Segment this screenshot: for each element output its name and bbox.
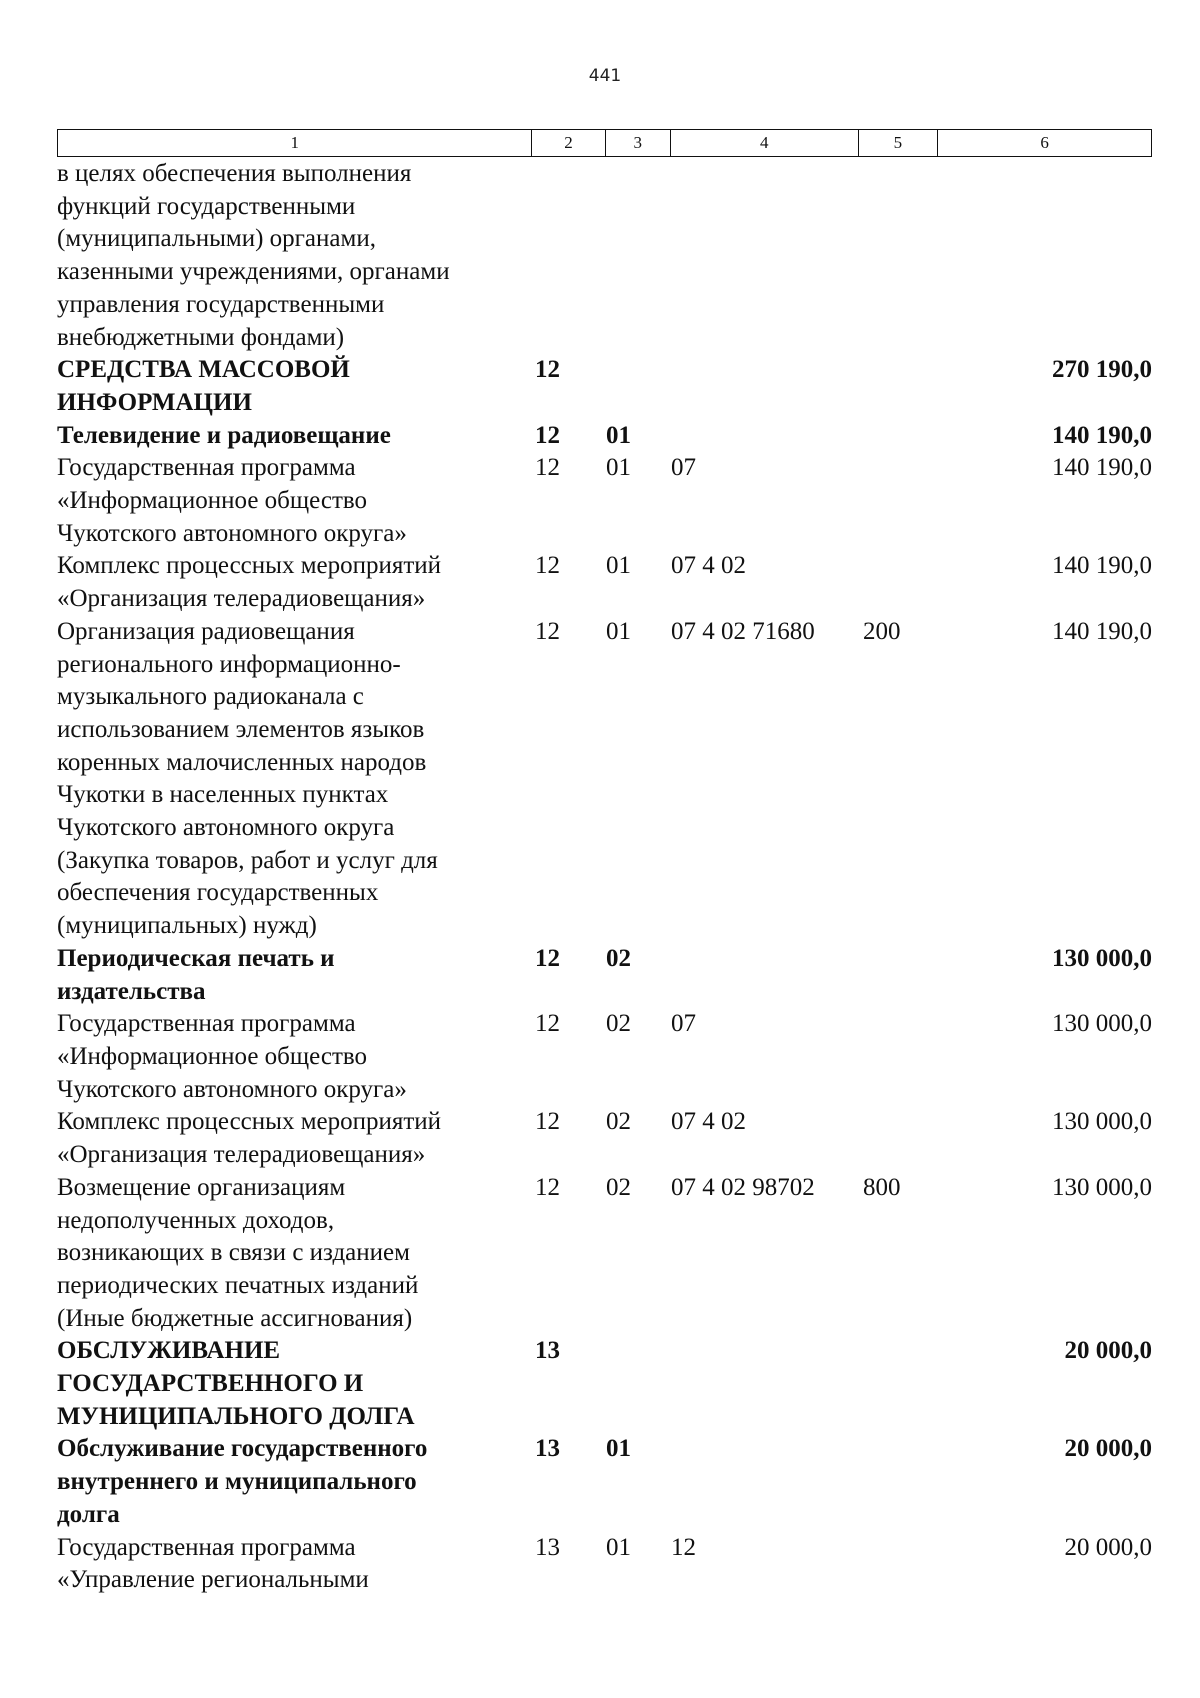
table-row (57, 943, 1157, 1008)
row-name-line: Государственная программа (57, 454, 356, 482)
row-name-line: «Информационное общество (57, 487, 368, 515)
row-target-article: 07 4 02 (671, 1108, 746, 1136)
row-name-line: периодических печатных изданий (57, 1271, 419, 1299)
row-name-line: Государственная программа (57, 1010, 356, 1038)
row-section: 12 (535, 454, 560, 482)
row-name (57, 1172, 512, 1336)
row-name-line: Комплекс процессных мероприятий (57, 552, 442, 580)
row-name-line: «Информационное общество (57, 1042, 368, 1070)
row-amount: 130 000,0 (1052, 944, 1152, 972)
row-name (57, 1532, 512, 1597)
table-row (57, 452, 1157, 550)
row-amount: 140 190,0 (1052, 617, 1152, 645)
row-amount: 140 190,0 (1052, 552, 1152, 580)
table-row (57, 1172, 1157, 1336)
row-subsection: 02 (606, 1108, 631, 1136)
row-subsection: 01 (606, 1435, 631, 1463)
row-amount: 130 000,0 (1052, 1010, 1152, 1038)
row-name (57, 158, 512, 354)
table-body (57, 158, 1157, 1597)
row-name-line: Организация радиовещания (57, 617, 355, 645)
row-name-line: «Управление региональными (57, 1566, 369, 1594)
row-name-line: Чукотского автономного округа» (57, 1075, 407, 1103)
row-name-line: Комплекс процессных мероприятий (57, 1108, 442, 1136)
row-name (57, 1106, 512, 1171)
row-subsection: 02 (606, 1173, 631, 1201)
row-name-line: в целях обеспечения выполнения (57, 160, 412, 187)
row-name-line: внутреннего и муниципального (57, 1468, 417, 1496)
table-row (57, 1106, 1157, 1171)
table-row (57, 420, 1157, 453)
header-col-5: 5 (858, 130, 938, 157)
row-name-line: казенными учреждениями, органами (57, 258, 450, 286)
row-name-line: использованием элементов языков (57, 715, 425, 743)
row-section: 12 (535, 1108, 560, 1136)
row-expense-type: 800 (863, 1173, 901, 1201)
row-name-line: СРЕДСТВА МАССОВОЙ (57, 356, 350, 384)
row-name-line: функций государственными (57, 192, 356, 220)
row-name-line: «Организация телерадиовещания» (57, 1141, 426, 1169)
row-target-article: 07 (671, 1010, 696, 1038)
row-amount: 20 000,0 (1064, 1435, 1152, 1463)
row-subsection: 01 (606, 454, 631, 482)
row-name (57, 1008, 512, 1106)
row-name-line: регионального информационно- (57, 650, 401, 678)
header-col-1: 1 (58, 130, 532, 157)
row-name-line: (Иные бюджетные ассигнования) (57, 1304, 413, 1332)
row-target-article: 07 4 02 98702 (671, 1173, 815, 1201)
row-name-line: Возмещение организациям (57, 1173, 346, 1201)
table-header (57, 129, 1152, 157)
row-target-article: 07 4 02 (671, 552, 746, 580)
row-amount: 140 190,0 (1052, 454, 1152, 482)
row-target-article: 12 (671, 1533, 696, 1561)
row-name-line: Периодическая печать и (57, 944, 335, 972)
header-col-6: 6 (938, 130, 1152, 157)
row-amount: 20 000,0 (1064, 1533, 1152, 1561)
row-expense-type: 200 (863, 617, 901, 645)
table-row (57, 1335, 1157, 1433)
row-name-line: «Организация телерадиовещания» (57, 585, 426, 613)
row-name-line: Государственная программа (57, 1533, 356, 1561)
table-row (57, 354, 1157, 419)
row-name-line: недополученных доходов, (57, 1206, 335, 1234)
table-row (57, 616, 1157, 943)
row-subsection: 01 (606, 421, 631, 449)
row-name (57, 452, 512, 550)
row-name-line: (муниципальных) нужд) (57, 912, 317, 940)
row-name (57, 354, 512, 419)
row-subsection: 01 (606, 552, 631, 580)
row-name-line: музыкального радиоканала с (57, 683, 364, 711)
row-name (57, 1433, 512, 1531)
row-target-article: 07 4 02 71680 (671, 617, 815, 645)
row-name-line: Телевидение и радиовещание (57, 421, 391, 449)
row-subsection: 01 (606, 617, 631, 645)
header-col-4: 4 (670, 130, 858, 157)
row-name-line: Чукотки в населенных пунктах (57, 781, 389, 809)
row-name-line: возникающих в связи с изданием (57, 1239, 410, 1267)
row-name-line: Обслуживание государственного (57, 1435, 428, 1463)
row-name (57, 420, 512, 453)
row-name (57, 1335, 512, 1433)
row-subsection: 02 (606, 1010, 631, 1038)
table-row (57, 1008, 1157, 1106)
table-row (57, 158, 1157, 354)
row-amount: 140 190,0 (1052, 421, 1152, 449)
row-name-line: внебюджетными фондами) (57, 323, 345, 351)
row-section: 12 (535, 1010, 560, 1038)
row-section: 12 (535, 421, 560, 449)
row-section: 12 (535, 1173, 560, 1201)
row-name-line: издательства (57, 977, 206, 1005)
row-section: 12 (535, 617, 560, 645)
row-name (57, 943, 512, 1008)
table-row (57, 550, 1157, 615)
row-subsection: 01 (606, 1533, 631, 1561)
header-col-3: 3 (605, 130, 670, 157)
row-name-line: (муниципальными) органами, (57, 225, 376, 253)
row-section: 12 (535, 552, 560, 580)
row-name (57, 550, 512, 615)
row-section: 12 (535, 356, 560, 384)
row-name-line: обеспечения государственных (57, 879, 379, 907)
row-section: 13 (535, 1435, 560, 1463)
row-name-line: ОБСЛУЖИВАНИЕ (57, 1337, 281, 1365)
row-section: 13 (535, 1533, 560, 1561)
row-name-line: ГОСУДАРСТВЕННОГО И (57, 1370, 364, 1398)
row-section: 13 (535, 1337, 560, 1365)
table-row (57, 1433, 1157, 1531)
row-section: 12 (535, 944, 560, 972)
row-name (57, 616, 512, 943)
row-name-line: коренных малочисленных народов (57, 748, 427, 776)
row-target-article: 07 (671, 454, 696, 482)
row-amount: 20 000,0 (1064, 1337, 1152, 1365)
row-amount: 270 190,0 (1052, 356, 1152, 384)
row-name-line: управления государственными (57, 290, 385, 318)
row-name-line: долга (57, 1500, 120, 1528)
row-name-line: Чукотского автономного округа (57, 814, 395, 842)
table-row (57, 1532, 1157, 1597)
page-number: 441 (588, 66, 622, 86)
row-name-line: (Закупка товаров, работ и услуг для (57, 846, 438, 874)
row-amount: 130 000,0 (1052, 1173, 1152, 1201)
header-col-2: 2 (532, 130, 605, 157)
row-name-line: ИНФОРМАЦИИ (57, 388, 252, 416)
row-amount: 130 000,0 (1052, 1108, 1152, 1136)
row-subsection: 02 (606, 944, 631, 972)
row-name-line: Чукотского автономного округа» (57, 519, 407, 547)
row-name-line: МУНИЦИПАЛЬНОГО ДОЛГА (57, 1402, 415, 1430)
